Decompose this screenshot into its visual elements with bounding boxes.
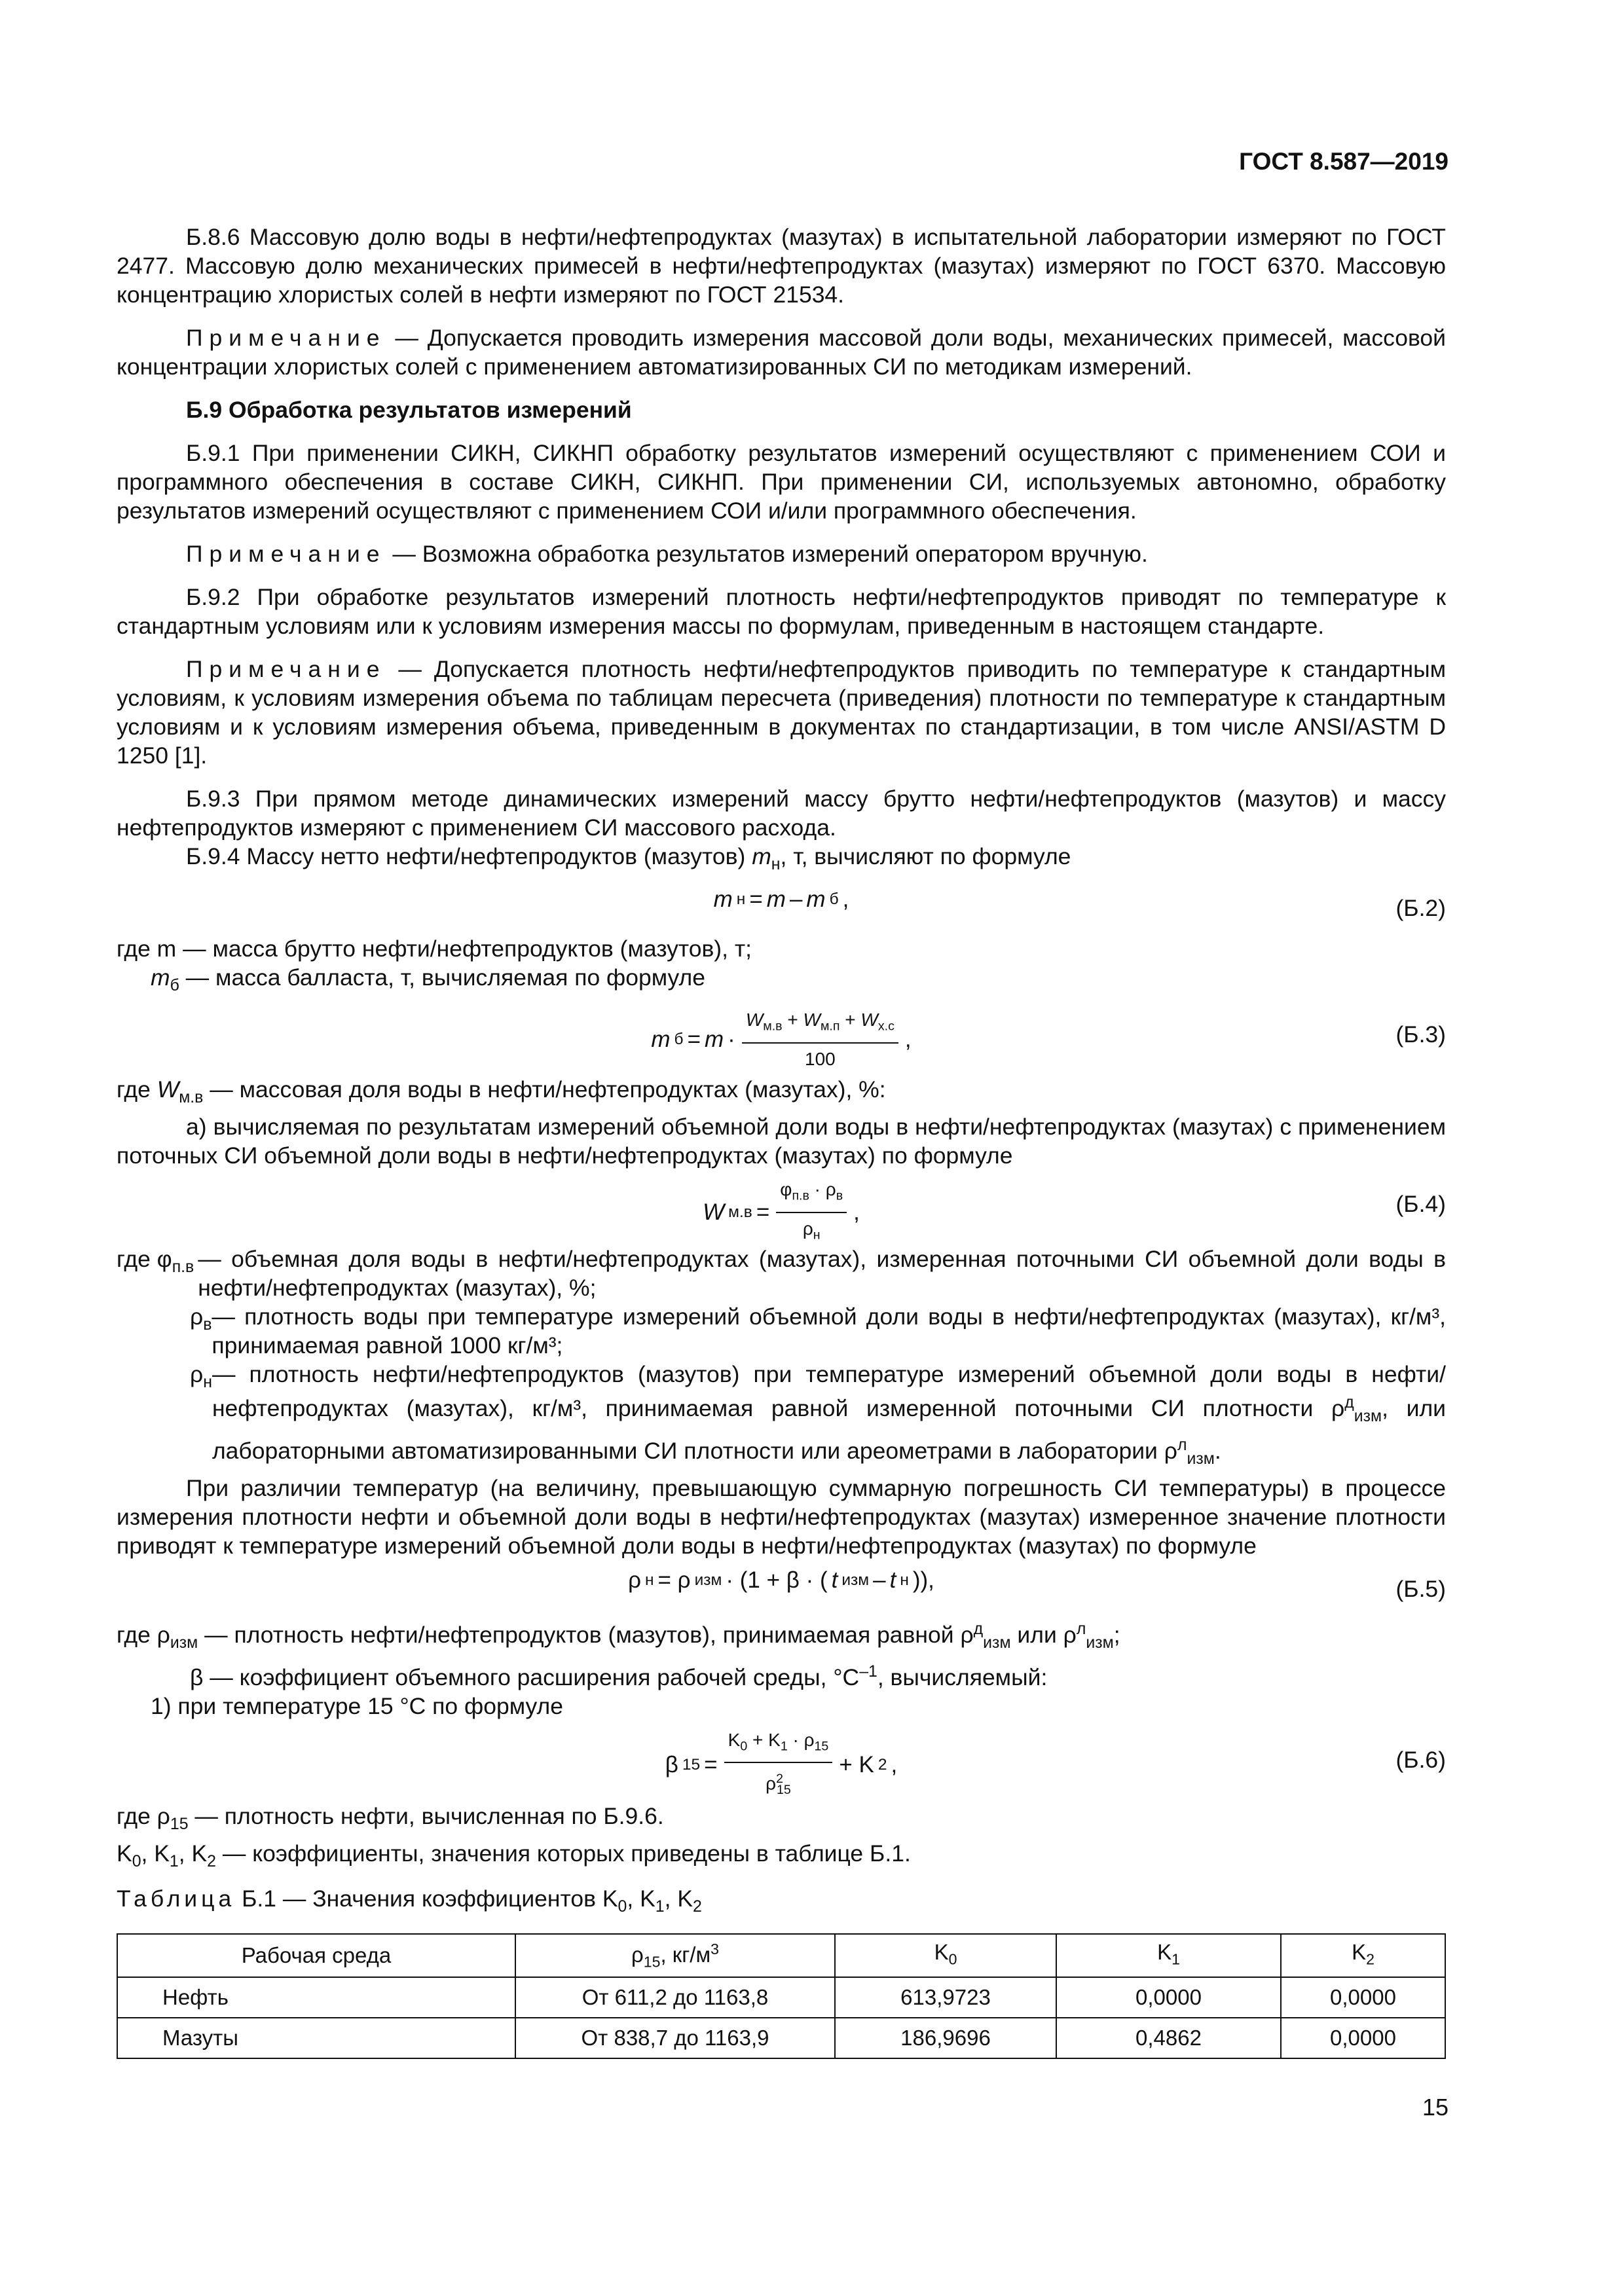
where-k: $K_0$, $K_1$, $K_2$ — коэффициенты, значения которых приведены в таблице Б.1. (117, 1840, 911, 1871)
where-m: где m — масса брутто нефти/нефтепродуктов (мазутов), т; (117, 936, 752, 962)
coefficients-table (117, 1933, 1446, 2059)
formula-b3: m б = m · $\frac{W_{м.в} + W_{м.п} + W_{х.с}}{100}$ , (Б.3) (117, 1006, 1446, 1066)
table-cell: 186,9696 (835, 2018, 1056, 2058)
where-phi: где $\varphi_{п.в}$ — объемная доля воды в нефти/нефтепродуктах (мазутах), измеренная поточными СИ объемной доли воды в нефти/нефтепродуктах (мазутах), %; (117, 1246, 1446, 1302)
table-cell: Мазуты (117, 2018, 515, 2058)
note-3-text: — Допускается плотность нефти/нефтепродуктов приводить по температуре к стандартным условиям, к условиям измерения объема по таблицам пересчета (приведения) плотности по температуре к стандартным условиям и к условиям измерения объема, приведенным в документах по стандартизации, в том числе ANSI/ASTM D 1250 [1]. (117, 656, 1446, 769)
where-wmv: где $W_{м.в}$ — массовая доля воды в нефти/нефтепродуктах (мазутах), %: (117, 1076, 886, 1107)
where-rho-izm: где $\rho_{изм}$ — плотность нефти/нефтепродуктов (мазутов), принимаемая равной $\rho^д_{изм}$ или $\rho^л_{изм}$; (117, 1620, 1120, 1652)
item-1: 1) при температуре 15 °C по формуле (151, 1692, 563, 1719)
formula-number: (Б.4) (1395, 1191, 1446, 1218)
paragraph-temperature: При различии температур (на величину, превышающую суммарную погрешность СИ температуры) в процессе измерения плотности нефти и объемной доли воды в нефти/нефтепродуктах (мазутах) измеренное значение плотности приводят к температуре измерений объемной доли воды в нефти/нефтепродуктах (мазутах) по формуле (117, 1475, 1446, 1559)
formula-b5: ρ н = ρ изм · (1 + β · ( t изм – t н )), (Б.5) (628, 1567, 1446, 1603)
table-row (117, 2018, 1445, 2058)
formula-number: (Б.5) (1395, 1576, 1446, 1603)
paragraph-b91: Б.9.1 При применении СИКН, СИКНП обработку результатов измерений осуществляют с применением СОИ и программного обеспечения в составе СИКН, СИКНП. При применении СИ, используемых автономно, обработку результатов измерений осуществляют с применением СОИ и/или программного обеспечения. (117, 440, 1446, 524)
header-k2: $K_2$ (1281, 1934, 1445, 1977)
paragraph-b86: Б.8.6 Массовую долю воды в нефти/нефтепродуктах (мазутах) в испытательной лаборатории измеряют по ГОСТ 2477. Массовую долю механических примесей в нефти/нефтепродуктах (мазутах) измеряют по ГОСТ 6370. Массовую концентрацию хлористых солей в нефти измеряют по ГОСТ 21534. (117, 224, 1446, 308)
table-cell: 0,0000 (1281, 1977, 1445, 2018)
where-rho-n: $\rho_н$ — плотность нефти/нефтепродуктов (мазутов) при температуре измерений объемной доли воды в нефти/нефтепродуктах (мазутах), кг/м³, принимаемая равной измеренной поточными СИ плотности $\rho^д_{изм}$, или лабораторными автоматизированными СИ плотности или ареометрами в лаборатории $\rho^л_{изм}$. (190, 1361, 1447, 1468)
note-label: Примечание (186, 541, 386, 567)
where-beta: β — коэффициент объемного расширения рабочей среды, $^\circ C^{-1}$, вычисляемый: (190, 1663, 1048, 1690)
formula-number: (Б.2) (1395, 895, 1446, 922)
note-2 (117, 539, 1446, 568)
table-header-row (117, 1934, 1445, 1977)
formula-b6: β 15 = $\frac{K_0 + K_1 \cdot \rho_{15}}{\rho^2_{15}}$ + K 2 , (Б.6) (117, 1726, 1446, 1793)
table-cell: 0,4862 (1056, 2018, 1281, 2058)
where-mb: $m_б$ — масса балласта, т, вычисляемая по формуле (151, 964, 705, 995)
document-header-id: ГОСТ 8.587—2019 (1239, 148, 1449, 175)
table-row (117, 1977, 1445, 2018)
header-medium: Рабочая среда (117, 1934, 515, 1977)
table-cell: 0,0000 (1281, 2018, 1445, 2058)
header-rho15: $\rho_{15}$, $кг/м^3$ (515, 1934, 835, 1977)
formula-b2: m н = m – m б , (Б.2) (713, 886, 1446, 922)
note-2-text: — Возможна обработка результатов измерений оператором вручную. (386, 541, 1148, 567)
note-1 (117, 323, 1446, 381)
paragraph-b93: Б.9.3 При прямом методе динамических измерений массу брутто нефти/нефтепродуктов (мазутов) и массу нефтепродуктов измеряют с применением СИ массового расхода. (117, 786, 1446, 841)
table-cell: 0,0000 (1056, 1977, 1281, 2018)
note-label: Примечание (186, 325, 386, 351)
table-cell: От 611,2 до 1163,8 (515, 1977, 835, 2018)
header-k1: $K_1$ (1056, 1934, 1281, 1977)
formula-number: (Б.3) (1395, 1021, 1446, 1048)
paragraph-b94: Б.9.4 Массу нетто нефти/нефтепродуктов (мазутов) $m_н$, т, вычисляют по формуле (186, 843, 1071, 874)
item-a: а) вычисляемая по результатам измерений объемной доли воды в нефти/нефтепродуктах (мазутах) с применением поточных СИ объемной доли воды в нефти/нефтепродуктах (мазутах) по формуле (117, 1114, 1446, 1169)
where-rho15: где $\rho_{15}$ — плотность нефти, вычисленная по Б.9.6. (117, 1802, 664, 1833)
where-rho-v: $\rho_в$ — плотность воды при температуре измерений объемной доли воды в нефти/нефтепродуктах (мазутах), кг/м³, принимаемая равной 1000 кг/м³; (190, 1303, 1446, 1359)
formula-b4: W м.в = $\frac{\varphi_{п.в} \cdot \rho_в}{\rho_н}$ , (Б.4) (117, 1175, 1446, 1235)
page-number: 15 (1422, 2094, 1449, 2121)
formula-number: (Б.6) (1395, 1746, 1446, 1773)
header-k0: $K_0$ (835, 1934, 1056, 1977)
note-3 (117, 655, 1446, 770)
table-cell: Нефть (117, 1977, 515, 2018)
note-1-text: — Допускается проводить измерения массовой доли воды, механических примесей, массовой концентрации хлористых солей с применением автоматизированных СИ по методикам измерений. (117, 325, 1446, 380)
note-label: Примечание (186, 656, 386, 682)
table-cell: 613,9723 (835, 1977, 1056, 2018)
document-body (117, 223, 1446, 2059)
section-heading-b9: Б.9 Обработка результатов измерений (186, 397, 632, 423)
table-caption: Таблица Б.1 — Значения коэффициентов $K_0$, $K_1$, $K_2$ (117, 1886, 702, 1916)
table-cell: От 838,7 до 1163,9 (515, 2018, 835, 2058)
paragraph-b92: Б.9.2 При обработке результатов измерений плотность нефти/нефтепродуктов приводят по температуре к стандартным условиям или к условиям измерения массы по формулам, приведенным в настоящем стандарте. (117, 584, 1446, 639)
